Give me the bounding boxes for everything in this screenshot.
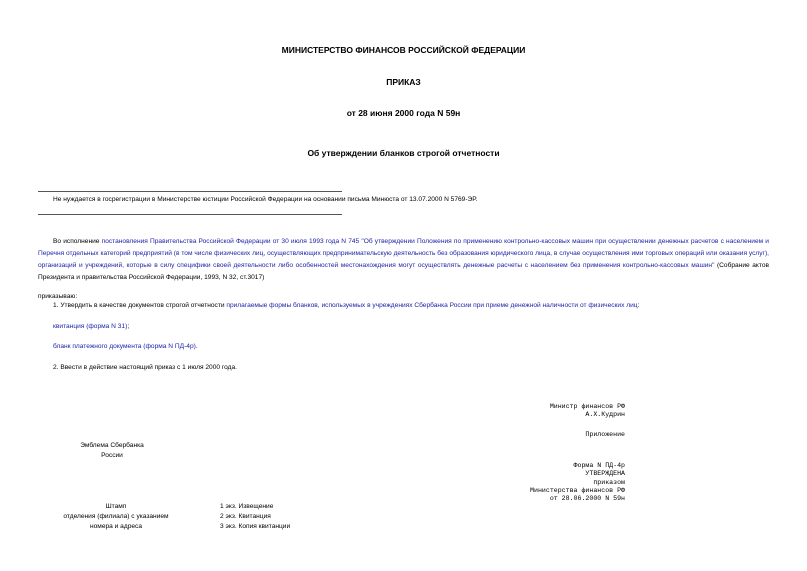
form-by-order: приказом — [593, 478, 625, 486]
form-31-suffix: ; — [127, 323, 130, 330]
emblem-line-1: Эмблема Сбербанка — [80, 442, 144, 449]
copy-1: 1 экз. Извещение — [220, 503, 274, 510]
signature-name: А.Х.Кудрин — [585, 411, 625, 419]
preamble-source: (Собрание актов Президента и правительства Российской Федерации, 1993, N 32, ст.3017) — [38, 262, 769, 281]
form-pd4r-link[interactable]: бланк платежного документа (форма N ПД-4р) — [53, 343, 196, 350]
item-1-prefix: 1. Утвердить в качестве документов строгой отчетности — [53, 302, 227, 309]
divider-top — [38, 191, 342, 192]
stamp-line-1: Штамп — [105, 503, 127, 510]
stamp-line-2: отделения (филиала) с указанием — [63, 513, 169, 520]
form-31-link[interactable]: квитанция (форма N 31) — [53, 323, 128, 330]
form-pd4r-line — [53, 341, 198, 353]
form-approved: УТВЕРЖДЕНА — [585, 470, 625, 478]
divider-bottom — [38, 214, 342, 215]
emblem-caption — [72, 441, 152, 461]
form-ministry: Министерства финансов РФ — [530, 486, 625, 494]
stamp-caption — [58, 502, 174, 532]
government-resolution-link[interactable]: постановления Правительства Российской Федерации от 30 июля 1993 года N 745 "Об утверждении Положения по применению контрольно-кассовых машин при осуществлении денежных расчетов с населением и Перечня отдельных категорий предприятий (в том числе физических лиц, осуществляющих предпринимательскую деятельность без образования юридического лица, в случае осуществления ими торговых операций или оказания услуг), организаций и учреждений, которые в силу специфики своей деятельности либо особенностей местонахождения могут осуществлять денежные расчеты с населением без применения контрольно-кассовых машин" — [38, 238, 769, 269]
form-number: Форма N ПД-4р — [573, 462, 625, 469]
preamble-intro: Во исполнение — [53, 238, 102, 245]
stamp-line-3: номера и адреса — [89, 523, 142, 530]
doc-date-number: от 28 июня 2000 года N 59н — [346, 108, 461, 118]
appendix-label: Приложение — [585, 431, 625, 438]
form-blanks-link[interactable]: прилагаемые формы бланков, используемых в учреждениях Сбербанка России при приеме денежной наличности от физических лиц — [226, 302, 638, 309]
copy-3: 3 экз. Копия квитанции — [220, 523, 291, 530]
registration-note: Не нуждается в госрегистрации в Министерстве юстиции Российской Федерации на основании письма Минюста от 13.07.2000 N 5769-ЭР. — [53, 196, 478, 203]
signature-title: Министр финансов РФ — [549, 403, 625, 410]
form-approval-block — [530, 462, 625, 503]
item-1 — [53, 300, 773, 312]
emblem-line-2: России — [101, 452, 123, 459]
item-1-suffix: : — [637, 302, 640, 309]
preamble-paragraph — [38, 236, 769, 284]
form-31-line — [53, 321, 129, 333]
form-order-date: от 28.06.2000 N 59н — [549, 495, 625, 503]
doc-type: ПРИКАЗ — [386, 77, 421, 87]
ministry-title: МИНИСТЕРСТВО ФИНАНСОВ РОССИЙСКОЙ ФЕДЕРАЦИИ — [281, 45, 526, 55]
form-pd4r-suffix: . — [195, 343, 198, 350]
doc-subject: Об утверждении бланков строгой отчетности — [307, 148, 500, 158]
signature-block — [550, 403, 625, 420]
copy-2: 2 экз. Квитанция — [220, 513, 271, 520]
item-2: 2. Ввести в действие настоящий приказ с 1 июля 2000 года. — [53, 364, 237, 371]
order-word: приказываю: — [38, 293, 78, 300]
copies-list — [220, 502, 290, 532]
